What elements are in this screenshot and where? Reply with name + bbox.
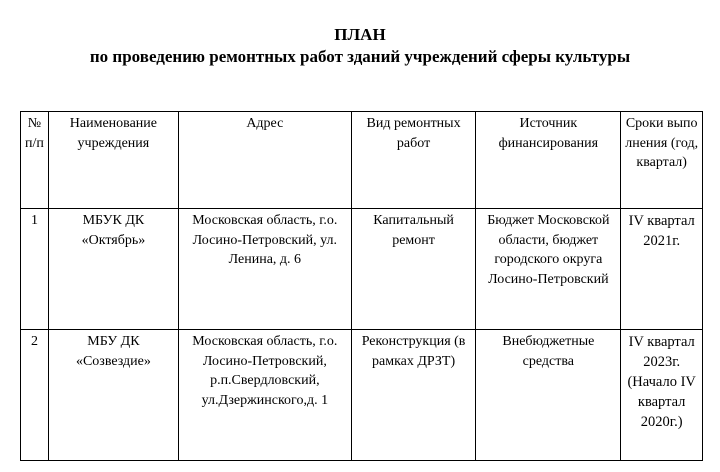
header-address: Адрес: [178, 112, 351, 209]
header-num: № п/п: [21, 112, 49, 209]
table-row: [21, 209, 703, 330]
cell-num: 2: [21, 330, 49, 461]
repair-plan-table: [20, 111, 703, 461]
document-subtitle: по проведению ремонтных работ зданий учреждений сферы культуры: [89, 47, 631, 66]
header-name: Наименование учреждения: [48, 112, 178, 209]
cell-num: 1: [21, 209, 49, 330]
cell-terms: IV квартал 2021г.: [621, 209, 703, 330]
table-row: [21, 330, 703, 461]
header-terms: Сроки выполнения (год, квартал): [621, 112, 703, 209]
cell-terms: IV квартал 2023г. (Начало IV квартал 2020г.): [621, 330, 703, 461]
cell-address: Московская область, г.о. Лосино-Петровский, ул. Ленина, д. 6: [178, 209, 351, 330]
cell-funding: Внебюджетные средства: [476, 330, 621, 461]
document-title: ПЛАН: [334, 25, 386, 44]
cell-name: МБУК ДК «Октябрь»: [48, 209, 178, 330]
cell-name: МБУ ДК «Созвездие»: [48, 330, 178, 461]
cell-work-type: Капитальный ремонт: [351, 209, 476, 330]
table-header-row: [21, 112, 703, 209]
cell-funding: Бюджет Московской области, бюджет городского округа Лосино-Петровский: [476, 209, 621, 330]
header-funding: Источник финансирования: [476, 112, 621, 209]
header-work-type: Вид ремонтных работ: [351, 112, 476, 209]
cell-address: Московская область, г.о. Лосино-Петровский, р.п.Свердловский, ул.Дзержинского,д. 1: [178, 330, 351, 461]
cell-work-type: Реконструкция (в рамках ДРЗТ): [351, 330, 476, 461]
